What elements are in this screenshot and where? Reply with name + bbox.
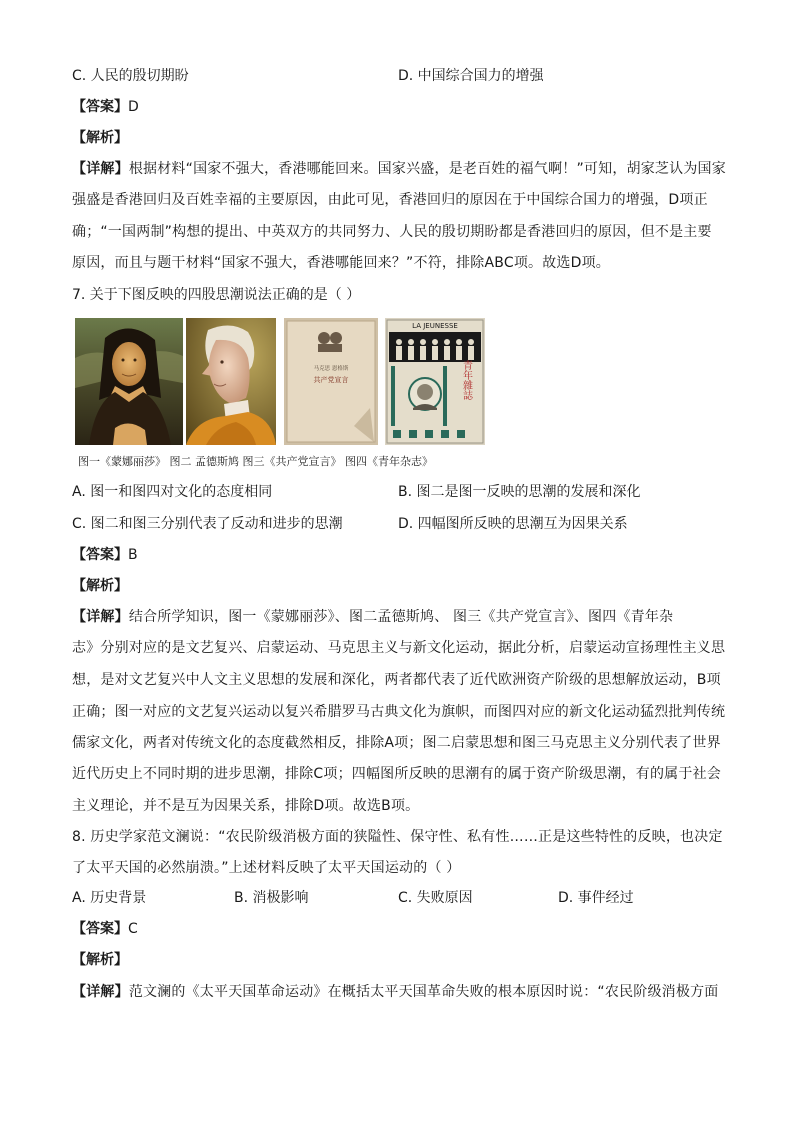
detail-line [72,607,673,627]
detail-line: 近代历史上不同时期的进步思潮，排除C项；四幅图所反映的思潮有的属于资产阶级思潮，有的属于社会 [72,766,721,782]
detail-text: 范文澜的《太平天国革命运动》在概括太平天国革命失败的根本原因时说：“农民阶级消极方面 [128,984,719,1000]
answer-line [72,97,139,117]
option-d: D. 四幅图所反映的思潮互为因果关系 [398,516,628,532]
detail-line: 正确；图一对应的文艺复兴运动以复兴希腊罗马古典文化为旗帜，而图四对应的新文化运动猛烈批判传统 [72,704,726,720]
detail-text: 结合所学知识，图一《蒙娜丽莎》、图二孟德斯鸠、 图三《共产党宣言》、图四《青年杂 [128,609,674,625]
answer-value: B [128,547,138,563]
option-d: D. 事件经过 [558,890,634,906]
option-a: A. 历史背景 [72,890,147,906]
detail-line: 原因，而且与题干材料“国家不强大，香港哪能回来？”不符，排除ABC项。故选D项。 [72,255,610,271]
detail-label: 【详解】 [72,984,129,1000]
detail-line: 志》分别对应的是文艺复兴、启蒙运动、马克思主义与新文化运动，据此分析，启蒙运动宣扬理性主义思 [72,640,726,656]
detail-line: 主义理论，并不是互为因果关系，排除D项。故选B项。 [72,798,420,814]
detail-line: 确；“一国两制”构想的提出、中英双方的共同努力、人民的殷切期盼都是香港回归的原因，但不是主要 [72,224,712,240]
question-stem: 7. 关于下图反映的四股思潮说法正确的是（ ） [72,287,361,303]
manifesto-title: 共产党宣言 [313,376,349,384]
option-c: C. 失败原因 [398,890,473,906]
detail-line: 强盛是香港回归及百姓幸福的主要原因，由此可见，香港回归的原因在于中国综合国力的增强，D项正 [72,192,708,208]
detail-text: 根据材料“国家不强大，香港哪能回来。国家兴盛，是老百姓的福气啊！”可知，胡家芝认为国家 [128,161,726,177]
answer-value: C [128,921,138,937]
detail-line [72,982,718,1002]
answer-label: 【答案】 [72,547,128,563]
detail-line [72,159,726,179]
detail-label: 【详解】 [72,161,129,177]
answer-label: 【答案】 [72,921,128,937]
mona-lisa-image [75,318,183,445]
answer-value: D [128,99,139,115]
analysis-label: 【解析】 [72,952,128,968]
option-c: C. 图二和图三分别代表了反动和进步的思潮 [72,516,343,532]
detail-line: 想，是对文艺复兴中人文主义思想的发展和深化，两者都代表了近代欧洲资产阶级的思想解放运动，B项 [72,672,721,688]
question-stem: 8. 历史学家范文澜说：“农民阶级消极方面的狭隘性、保守性、私有性……正是这些特性的反映，也决定 [72,829,723,845]
option-b: B. 消极影响 [234,890,309,906]
communist-manifesto-image [284,318,378,445]
magazine-header: LA JEUNESSE [412,322,458,330]
magazine-vertical-title: 青年雜誌 [460,360,472,400]
new-youth-image [385,318,485,445]
figure-caption: 图一《蒙娜丽莎》 图二 孟德斯鸠 图三《共产党宣言》 图四《青年杂志》 [78,455,433,468]
option-c: C. 人民的殷切期盼 [72,68,189,84]
option-b: B. 图二是图一反映的思潮的发展和深化 [398,484,641,500]
option-d: D. 中国综合国力的增强 [398,68,544,84]
detail-label: 【详解】 [72,609,129,625]
montesquieu-image [186,318,276,445]
option-a: A. 图一和图四对文化的态度相同 [72,484,273,500]
analysis-label: 【解析】 [72,578,128,594]
manifesto-authors: 马克思 恩格斯 [313,366,349,372]
answer-line [72,545,138,565]
question-stem: 了太平天国的必然崩溃。”上述材料反映了太平天国运动的（ ） [72,860,461,876]
analysis-label: 【解析】 [72,130,128,146]
answer-label: 【答案】 [72,99,128,115]
detail-line: 儒家文化，两者对传统文化的态度截然相反，排除A项；图二启蒙思想和图三马克思主义分别代表了世界 [72,735,721,751]
answer-line [72,919,138,939]
